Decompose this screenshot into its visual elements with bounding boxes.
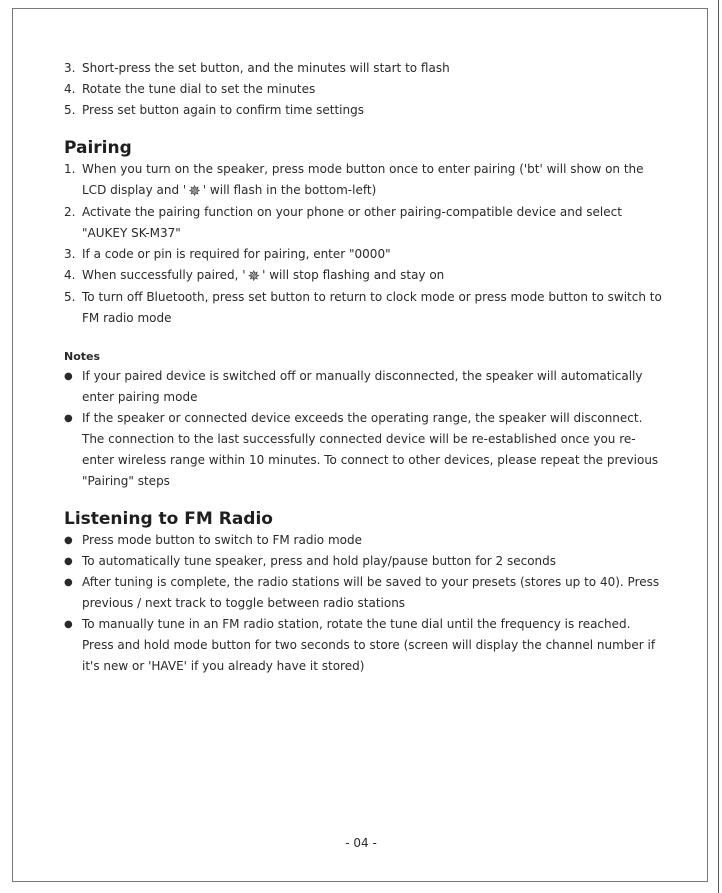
step-text: Rotate the tune dial to set the minutes	[82, 82, 316, 96]
fm-text: To automatically tune speaker, press and hold play/pause button for 2 seconds	[82, 554, 557, 568]
bluetooth-icon: ✵	[188, 182, 201, 200]
step-text: To turn off Bluetooth, press set button to return to clock mode or press mode button to switch to FM radio mode	[82, 290, 662, 325]
fm-item	[64, 572, 664, 614]
step-number: 4.	[64, 268, 76, 282]
pairing-step-3	[64, 244, 664, 265]
bullet-icon: ●	[64, 619, 73, 630]
bullet-icon: ●	[64, 371, 73, 382]
fm-item	[64, 614, 664, 677]
step-number: 4.	[64, 82, 76, 96]
pairing-step-1	[64, 159, 664, 202]
notes-heading: Notes	[64, 350, 101, 363]
bluetooth-icon: ✵	[247, 267, 261, 285]
step-number: 3.	[64, 247, 76, 261]
step-text: When successfully paired, '	[82, 268, 246, 282]
bullet-icon: ●	[64, 577, 73, 588]
pairing-step-5	[64, 287, 664, 329]
step-number: 1.	[64, 162, 76, 176]
step-text: Short-press the set button, and the minutes will start to flash	[82, 61, 450, 75]
step-text: When you turn on the speaker, press mode button once to enter pairing ('bt' will show on the LCD display and '	[82, 162, 644, 197]
edge-line	[718, 0, 719, 893]
fm-text: After tuning is complete, the radio stations will be saved to your presets (stores up to 40). Press previous / next track to toggle between radio stations	[82, 575, 660, 610]
pairing-step-4	[64, 265, 664, 287]
time-step-4	[64, 79, 664, 100]
step-text: ' will flash in the bottom-left)	[202, 183, 377, 197]
bullet-icon: ●	[64, 413, 73, 424]
manual-page	[64, 58, 664, 677]
fm-item	[64, 530, 664, 551]
note-text: If your paired device is switched off or manually disconnected, the speaker will automatically enter pairing mode	[82, 369, 643, 404]
note-item	[64, 366, 664, 408]
fm-text: Press mode button to switch to FM radio mode	[82, 533, 362, 547]
time-step-3	[64, 58, 664, 79]
fm-item	[64, 551, 664, 572]
pairing-step-2	[64, 202, 664, 244]
note-text: If the speaker or connected device exceeds the operating range, the speaker will disconnect. The connection to the last successfully connected device will be re-established once you re-enter wireless range within 10 minutes. To connect to other devices, please repeat the previous "Pairing" steps	[82, 411, 659, 488]
step-text: Press set button again to confirm time settings	[82, 103, 364, 117]
step-text: If a code or pin is required for pairing, enter "0000"	[82, 247, 391, 261]
step-text: ' will stop flashing and stay on	[262, 268, 445, 282]
step-number: 3.	[64, 61, 76, 75]
step-number: 5.	[64, 290, 76, 304]
fm-radio-heading: Listening to FM Radio	[64, 509, 273, 529]
step-number: 2.	[64, 205, 76, 219]
bullet-icon: ●	[64, 556, 73, 567]
fm-text: To manually tune in an FM radio station, rotate the tune dial until the frequency is reached. Press and hold mode button for two seconds to store (screen will display the channel number if it's new or 'HAVE' if you already have it stored)	[82, 617, 656, 673]
time-step-5	[64, 100, 664, 121]
pairing-heading: Pairing	[64, 138, 132, 158]
note-item	[64, 408, 664, 492]
step-text: Activate the pairing function on your phone or other pairing-compatible device and select "AUKEY SK-M37"	[82, 205, 622, 240]
bullet-icon: ●	[64, 535, 73, 546]
step-number: 5.	[64, 103, 76, 117]
page-number: - 04 -	[345, 836, 377, 850]
